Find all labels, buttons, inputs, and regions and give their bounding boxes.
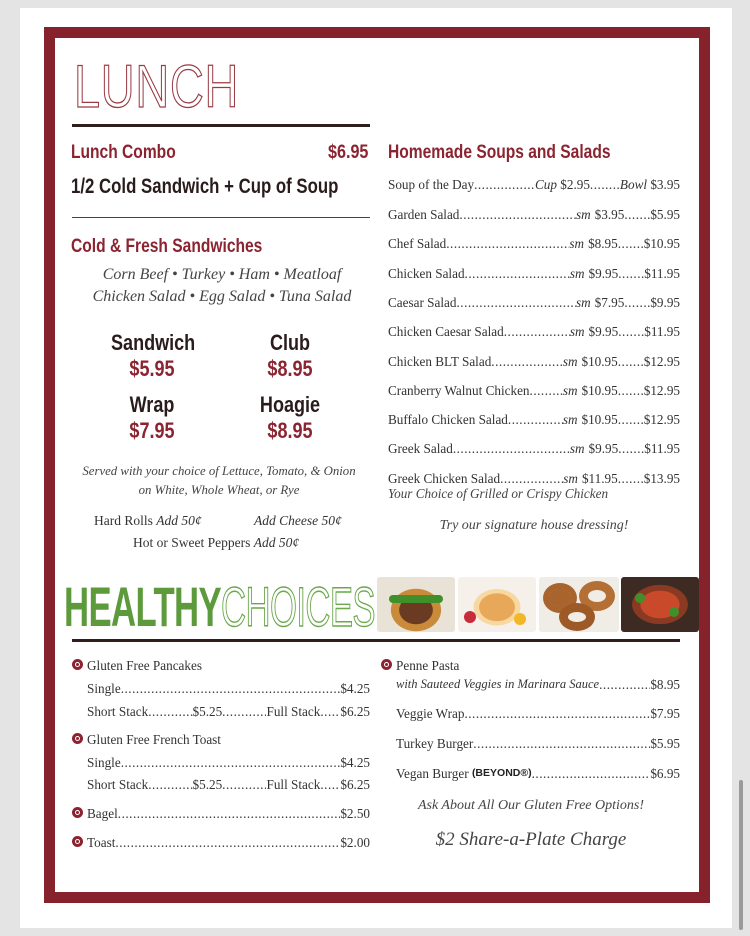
large-price: $9.95 <box>650 294 680 310</box>
item-name: Single <box>87 755 121 770</box>
small-price: $9.95 <box>588 265 619 281</box>
option-price: $7.95 <box>129 418 175 443</box>
item-price: $8.95 <box>650 677 680 692</box>
item-price: $6.95 <box>650 766 680 781</box>
salad-row <box>388 324 680 340</box>
healthy-choices-title <box>64 574 375 639</box>
full-price: $6.25 <box>340 704 371 719</box>
item-name: Gluten Free French Toast <box>87 732 221 747</box>
leader <box>474 177 535 193</box>
large-price: $11.95 <box>644 441 680 457</box>
leader <box>624 295 650 311</box>
leader <box>618 441 644 457</box>
leader <box>618 354 644 370</box>
peppers-add: Add 50¢ <box>253 535 300 550</box>
item-name: Toast <box>87 835 116 850</box>
short-label: Short Stack <box>87 704 149 719</box>
leader <box>118 806 341 822</box>
small-price: $10.95 <box>581 353 618 369</box>
cold-list-2: Chicken Salad • Egg Salad • Tuna Salad <box>92 288 352 305</box>
item-name: Penne Pasta <box>396 658 460 673</box>
item-name: Turkey Burger <box>396 736 474 751</box>
item-name: Chicken Salad <box>388 265 465 281</box>
lettuce-shape <box>389 595 443 603</box>
option-name: Sandwich <box>111 330 196 355</box>
gf-pancakes-single <box>87 681 370 697</box>
size-label: sm <box>563 470 578 486</box>
item-name: Greek Salad <box>388 441 453 457</box>
leader <box>222 777 266 793</box>
plate-icon <box>381 659 392 670</box>
berry-shape <box>464 611 476 623</box>
small-price: $7.95 <box>594 294 625 310</box>
served-note-2: on White, Whole Wheat, or Rye <box>138 483 300 497</box>
divider <box>72 217 370 218</box>
add-cheese: Add Cheese 50¢ <box>254 513 342 528</box>
gf-pancakes-stacks <box>87 704 370 720</box>
bagel-shape <box>559 603 595 631</box>
hard-rolls <box>94 513 202 529</box>
item-name: Chicken BLT Salad <box>388 353 492 369</box>
leader <box>618 236 644 252</box>
option-price: $8.95 <box>267 418 313 443</box>
hard-rolls-add: Add 50¢ <box>156 513 202 528</box>
salad-row <box>388 207 680 223</box>
item-price: $7.95 <box>650 706 680 721</box>
item-name: Chicken Caesar Salad <box>388 324 504 340</box>
pancakes-photo <box>458 577 536 632</box>
item-price: $5.95 <box>650 736 680 751</box>
item-price: $4.25 <box>340 755 370 770</box>
small-price: $11.95 <box>581 470 618 486</box>
burger-photo <box>377 577 455 632</box>
item-name: Bagel <box>87 806 118 821</box>
leader <box>473 736 650 752</box>
size-label: sm <box>576 207 591 222</box>
short-price: $5.25 <box>192 704 223 719</box>
bagel-row <box>72 806 370 822</box>
item-name: Soup of the Day <box>388 177 475 192</box>
option-name: Hoagie <box>259 392 321 417</box>
item-name: Single <box>87 681 121 696</box>
item-name: Gluten Free Pancakes <box>87 658 202 673</box>
plate-icon <box>72 659 83 670</box>
soups-heading: Homemade Soups and Salads <box>388 142 611 163</box>
share-plate-note: $2 Share-a-Plate Charge <box>435 829 627 850</box>
leader <box>222 704 266 720</box>
leader <box>320 777 340 793</box>
salad-row <box>388 471 680 487</box>
scrollbar[interactable] <box>739 780 743 930</box>
hoagie-option <box>240 392 340 444</box>
pasta-photo <box>621 577 699 632</box>
served-note-1: Served with your choice of Lettuce, Tomato, & Onion <box>82 464 356 478</box>
leader <box>618 471 644 487</box>
leader <box>459 207 576 223</box>
hard-rolls-label: Hard Rolls <box>94 513 153 528</box>
bowl-label: Bowl <box>619 177 648 192</box>
healthy-word: HEALTHY <box>64 575 222 638</box>
salad-row <box>388 441 680 457</box>
leader <box>530 383 563 399</box>
leader <box>320 704 340 720</box>
item-desc: with Sauteed Veggies in Marinara Sauce <box>396 677 600 691</box>
small-price: $9.95 <box>588 441 619 457</box>
leader <box>453 441 570 457</box>
leader <box>504 324 570 340</box>
salad-row <box>388 236 680 252</box>
leader <box>500 471 563 487</box>
size-label: sm <box>569 236 585 252</box>
gf-toast-stacks <box>87 777 370 793</box>
salad-row <box>388 412 680 428</box>
leader <box>618 383 644 399</box>
size-label: sm <box>569 324 585 340</box>
leader <box>464 706 650 722</box>
toast-row <box>72 835 370 851</box>
option-price: $8.95 <box>267 356 313 381</box>
item-price: $2.00 <box>340 835 370 850</box>
size-label: sm <box>569 265 585 281</box>
sandwich-option <box>102 330 202 382</box>
choice-note: Your Choice of Grilled or Crispy Chicken <box>388 486 609 501</box>
veggie-wrap-row <box>396 706 680 722</box>
item-price: $4.25 <box>340 681 370 696</box>
size-label: sm <box>562 382 578 398</box>
cold-heading: Cold & Fresh Sandwiches <box>71 236 263 257</box>
item-name: Garden Salad <box>388 207 460 222</box>
size-label: sm <box>562 412 578 428</box>
item-name: Chef Salad <box>388 236 447 252</box>
lunch-title: LUNCH <box>74 53 240 120</box>
gf-toast-single <box>87 755 370 771</box>
leader <box>121 681 341 697</box>
leader <box>618 324 644 340</box>
leader <box>446 236 569 252</box>
soup-of-day-row <box>388 177 680 193</box>
size-label: sm <box>562 353 578 369</box>
peppers <box>133 535 299 551</box>
dressing-note: Try our signature house dressing! <box>439 518 629 533</box>
divider <box>72 639 680 642</box>
option-price: $5.95 <box>129 356 175 381</box>
full-price: $6.25 <box>340 777 371 792</box>
gf-toast-title <box>72 732 221 748</box>
leader <box>456 295 576 311</box>
turkey-burger-row <box>396 736 680 752</box>
item-price: $2.50 <box>340 806 370 821</box>
small-price: $3.95 <box>594 207 625 222</box>
cup-price: $2.95 <box>560 177 590 192</box>
leader <box>148 777 192 793</box>
salad-row <box>388 383 680 399</box>
club-option <box>240 330 340 382</box>
small-price: $10.95 <box>581 412 618 428</box>
item-name: Buffalo Chicken Salad <box>388 412 508 428</box>
cold-list-1: Corn Beef • Turkey • Ham • Meatloaf <box>102 266 342 283</box>
full-label: Full Stack <box>266 704 321 719</box>
leader <box>624 207 650 223</box>
fruit-shape <box>514 613 526 625</box>
leader <box>491 354 563 370</box>
peppers-label: Hot or Sweet Peppers <box>133 535 251 550</box>
leader <box>599 677 650 693</box>
large-price: $12.95 <box>643 382 680 398</box>
item-name: Cranberry Walnut Chicken <box>388 382 530 398</box>
option-name: Wrap <box>129 392 175 417</box>
small-price: $8.95 <box>588 236 618 252</box>
short-label: Short Stack <box>87 777 149 792</box>
full-label: Full Stack <box>266 777 321 792</box>
large-price: $12.95 <box>643 353 680 369</box>
leader <box>465 266 570 282</box>
bagels-photo <box>539 577 619 632</box>
wrap-option <box>102 392 202 444</box>
large-price: $10.95 <box>643 236 680 252</box>
veggie-shape <box>669 607 679 617</box>
choices-word: CHOICES <box>221 575 375 638</box>
plate-icon <box>72 807 83 818</box>
salad-row <box>388 266 680 282</box>
penne-title <box>381 658 459 674</box>
item-name: Greek Chicken Salad <box>388 470 501 486</box>
leader <box>532 766 651 782</box>
salad-row <box>388 354 680 370</box>
small-price: $9.95 <box>588 324 619 340</box>
divider <box>72 124 370 127</box>
combo-desc: 1/2 Cold Sandwich + Cup of Soup <box>71 175 339 198</box>
salad-row <box>388 295 680 311</box>
beyond-brand: (BEYOND®) <box>471 767 532 779</box>
plate-icon <box>72 733 83 744</box>
leader <box>508 412 563 428</box>
short-price: $5.25 <box>192 777 223 792</box>
option-name: Club <box>269 330 311 355</box>
leader <box>148 704 192 720</box>
item-name: Veggie Wrap <box>396 706 465 721</box>
gf-pancakes-title <box>72 658 202 674</box>
leader <box>590 177 620 193</box>
bowl-price: $3.95 <box>650 177 680 192</box>
veggie-shape <box>635 593 645 603</box>
large-price: $11.95 <box>644 324 680 340</box>
combo-price: $6.95 <box>328 142 369 163</box>
leader <box>618 412 644 428</box>
large-price: $5.95 <box>650 207 680 222</box>
item-name: Vegan Burger <box>396 766 469 781</box>
size-label: sm <box>576 294 591 310</box>
cup-label: Cup <box>534 177 557 192</box>
small-price: $10.95 <box>581 382 618 398</box>
large-price: $13.95 <box>643 470 680 486</box>
large-price: $11.95 <box>644 265 680 281</box>
leader <box>115 835 340 851</box>
combo-label: Lunch Combo <box>71 142 176 163</box>
vegan-burger-row <box>396 766 680 782</box>
gf-note: Ask About All Our Gluten Free Options! <box>417 798 645 813</box>
plate-icon <box>72 836 83 847</box>
item-name: Caesar Salad <box>388 294 457 310</box>
leader <box>121 755 341 771</box>
leader <box>618 266 644 282</box>
size-label: sm <box>569 441 585 457</box>
penne-row <box>396 677 680 693</box>
large-price: $12.95 <box>643 412 680 428</box>
